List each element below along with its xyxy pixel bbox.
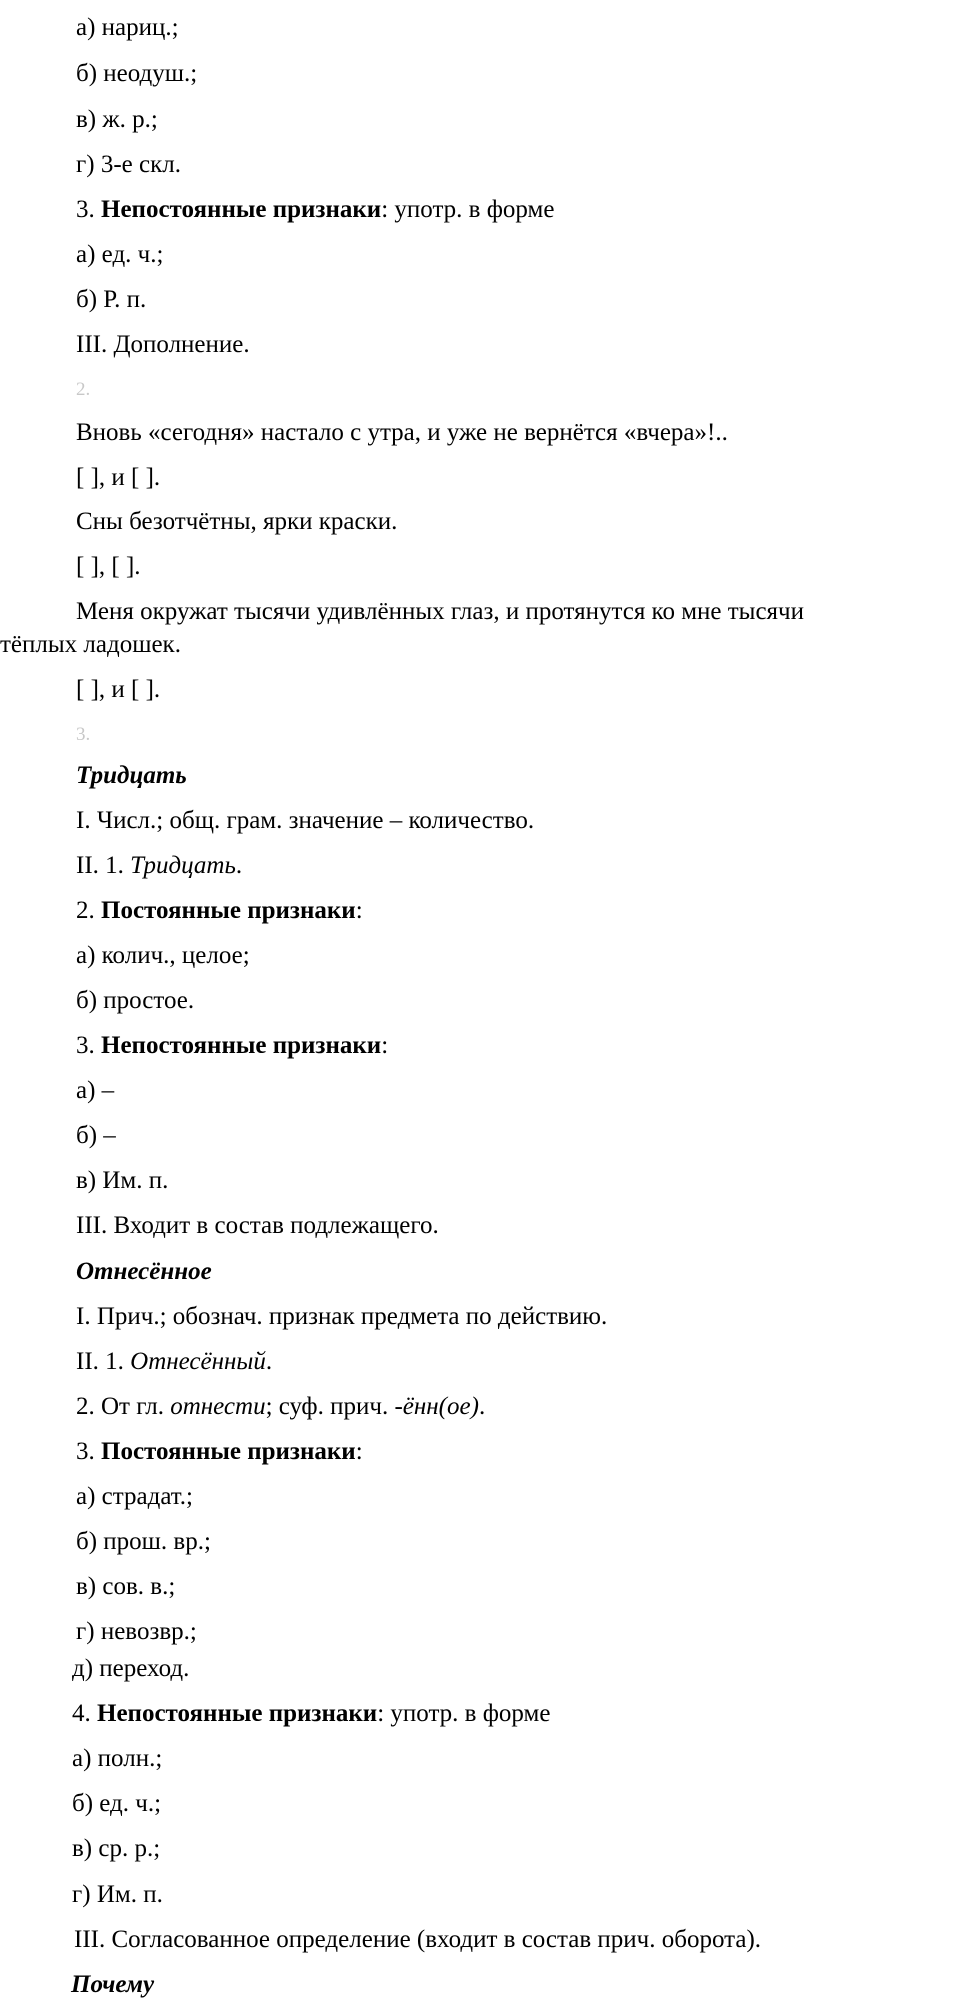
- word-heading: Отнесённое: [76, 1258, 212, 1285]
- word-heading: Почему: [71, 1971, 155, 1998]
- text-line: б) ед. ч.;: [72, 1790, 162, 1817]
- text-line: г) Им. п.: [72, 1881, 163, 1908]
- text-line: III. Входит в состав подлежащего.: [76, 1212, 439, 1239]
- task-number: 3.: [76, 724, 91, 745]
- text-line: б) прош. вр.;: [76, 1528, 211, 1555]
- text-line: а) колич., целое;: [76, 942, 250, 969]
- text-line: Меня окружат тысячи удивлённых глаз, и протянутся ко мне тысячи: [76, 598, 805, 625]
- text-line: 2. Постоянные признаки:: [76, 897, 363, 924]
- task-number: 2.: [76, 379, 91, 400]
- text-line: 2. От гл. отнести; суф. прич. -ённ(ое).: [76, 1393, 486, 1420]
- text-line: Сны безотчётны, ярки краски.: [76, 508, 398, 535]
- text-line: б) –: [76, 1122, 116, 1149]
- text-line: г) невозвр.;: [76, 1618, 197, 1645]
- text-line: в) Им. п.: [76, 1167, 169, 1194]
- text-line: 3. Непостоянные признаки: употр. в форме: [76, 196, 555, 223]
- text-line: в) ж. р.;: [76, 106, 158, 133]
- word-heading: Тридцать: [76, 762, 187, 789]
- text-line: 3. Непостоянные признаки:: [76, 1032, 389, 1059]
- text-line: III. Дополнение.: [76, 331, 250, 358]
- text-line: I. Числ.; общ. грам. значение – количество.: [76, 807, 535, 834]
- text-line: [ ], [ ].: [76, 553, 141, 580]
- text-line: г) 3-е скл.: [76, 151, 181, 178]
- text-line: Вновь «сегодня» настало с утра, и уже не вернётся «вчера»!..: [76, 419, 728, 446]
- text-line: д) переход.: [72, 1655, 190, 1682]
- text-line: III. Согласованное определение (входит в состав прич. оборота).: [74, 1926, 762, 1953]
- text-line: б) простое.: [76, 987, 195, 1014]
- text-line: II. 1. Тридцать.: [76, 852, 243, 879]
- text-line: а) нариц.;: [76, 14, 179, 41]
- text-line: а) ед. ч.;: [76, 241, 164, 268]
- text-line: 3. Постоянные признаки:: [76, 1438, 363, 1465]
- text-line: 4. Непостоянные признаки: употр. в форме: [72, 1700, 551, 1727]
- text-line: б) Р. п.: [76, 286, 147, 313]
- text-line: II. 1. Отнесённый.: [76, 1348, 273, 1375]
- text-line: а) –: [76, 1077, 115, 1104]
- text-line: I. Прич.; обознач. признак предмета по действию.: [76, 1303, 608, 1330]
- text-line: б) неодуш.;: [76, 60, 198, 87]
- text-line: [ ], и [ ].: [76, 676, 161, 703]
- text-line: а) полн.;: [72, 1745, 163, 1772]
- text-line: [ ], и [ ].: [76, 464, 161, 491]
- text-line: тёплых ладошек.: [0, 631, 181, 658]
- text-line: а) страдат.;: [76, 1483, 194, 1510]
- text-line: в) сов. в.;: [76, 1573, 176, 1600]
- text-line: в) ср. р.;: [72, 1835, 161, 1862]
